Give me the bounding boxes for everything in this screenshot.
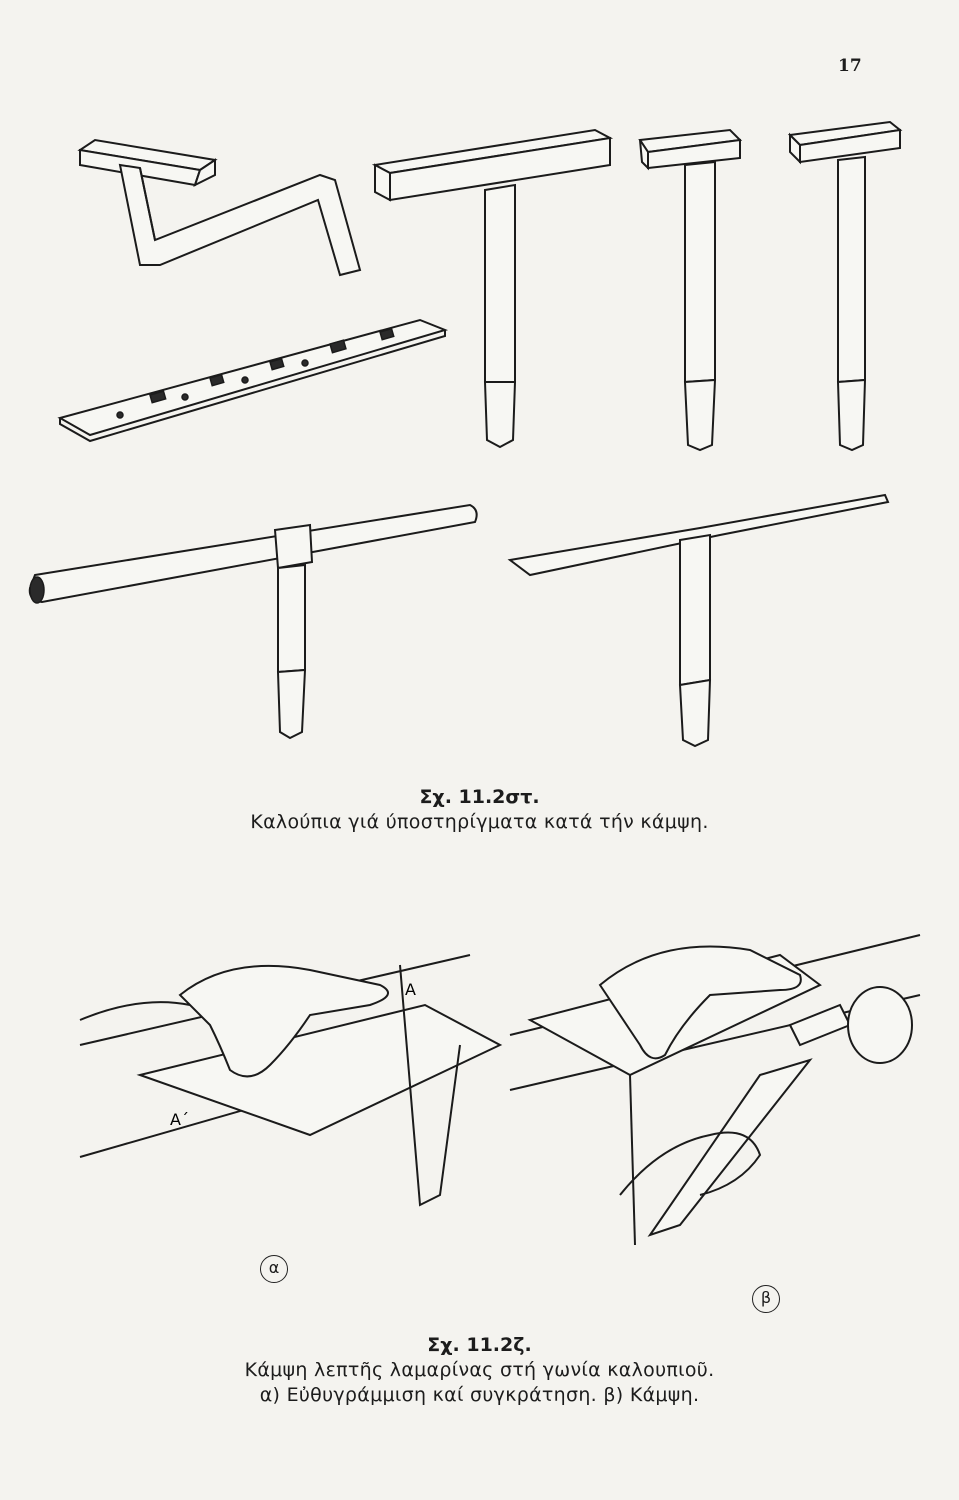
t-stake-flat-head-drawing — [375, 130, 610, 447]
mark-a-prime-label: Α΄ — [170, 1110, 189, 1129]
figure-caption-line-2: α) Εὐθυγράμμιση καί συγκράτηση. β) Κάμψη. — [259, 1384, 700, 1406]
z-stake-drawing — [80, 140, 360, 275]
figure-caption-line-1: Κάμψη λεπτῆς λαμαρίνας στή γωνία καλουπιοῦ. — [244, 1359, 715, 1381]
sub-label-b: β — [752, 1285, 780, 1313]
figure-11-2z-caption — [0, 1334, 959, 1406]
sheet-bending-illustration — [60, 895, 940, 1325]
figure-label: Σχ. 11.2ζ. — [427, 1334, 532, 1356]
stakes-illustration — [20, 110, 920, 760]
mark-a-label: Α — [405, 980, 416, 999]
panel-a-drawing — [80, 955, 500, 1205]
hammer-stake-drawing — [790, 122, 900, 450]
figure-11-2st-caption — [0, 786, 959, 833]
panel-b-drawing — [510, 935, 920, 1245]
page-number: 17 — [838, 56, 862, 76]
figure-label: Σχ. 11.2στ. — [419, 786, 540, 808]
perforated-plate-drawing — [60, 320, 445, 441]
figure-caption: Καλούπια γιά ύποστηρίγματα κατά τήν κάμψη. — [250, 811, 709, 833]
sub-label-a: α — [260, 1255, 288, 1283]
blade-stake-drawing — [510, 495, 888, 746]
bar-stake-drawing — [30, 505, 477, 738]
narrow-stake-drawing — [640, 130, 740, 450]
